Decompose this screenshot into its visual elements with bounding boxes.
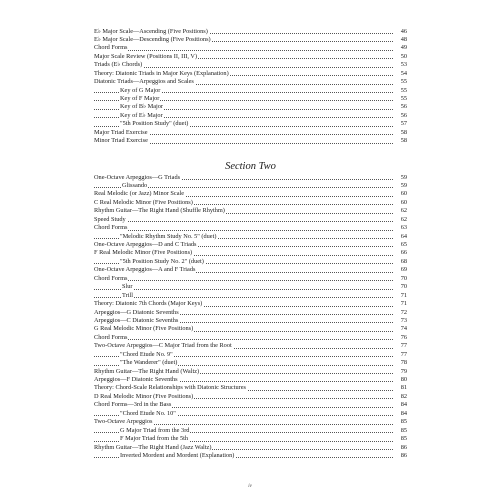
toc-entry-title: "Melodic Rhythm Study No. 5" (duet) xyxy=(120,232,217,240)
toc-entry-page: 60 xyxy=(400,198,407,206)
toc-entry[interactable] xyxy=(94,199,407,207)
toc-entry-page: 56 xyxy=(400,111,407,119)
toc-entry[interactable] xyxy=(94,258,407,266)
toc-entry-title: Theory: Diatonic 7th Chords (Major Keys) xyxy=(94,300,203,308)
toc-entry-title: Rhythm Guitar—The Right Hand (Shuffle Rhythm) xyxy=(94,207,225,215)
toc-entry[interactable] xyxy=(94,137,407,145)
toc-entry[interactable] xyxy=(94,241,407,249)
toc-entry-title: Rhythm Guitar—The Right Hand (Jazz Waltz) xyxy=(94,443,212,451)
toc-entry-page: 50 xyxy=(400,52,407,60)
toc-entry[interactable] xyxy=(94,384,407,392)
toc-entry-title: Key of B♭ Major xyxy=(120,103,164,111)
toc-entry-title: Glissando xyxy=(122,181,148,189)
toc-entry-title: Chord Forms xyxy=(94,333,128,341)
dot-leader xyxy=(94,221,393,222)
toc-entry-title: "Chord Etude No. 9" xyxy=(120,350,173,358)
toc-entry[interactable] xyxy=(94,103,407,111)
toc-entry[interactable] xyxy=(94,266,407,274)
dot-leader xyxy=(94,289,393,290)
dot-leader xyxy=(94,50,393,51)
toc-entry[interactable] xyxy=(94,182,407,190)
toc-entry-title: Inverted Mordent and Mordent (Explanation) xyxy=(120,451,235,459)
dot-leader xyxy=(94,230,393,231)
toc-entry[interactable] xyxy=(94,427,407,435)
toc-entry-title: E♭ Major Scale—Descending (Five Positions) xyxy=(94,35,211,43)
toc-entry-page: 84 xyxy=(400,409,407,417)
toc-entry-title: Speed Study xyxy=(94,215,126,223)
toc-entry[interactable] xyxy=(94,435,407,443)
toc-entry-title: Two-Octave Arpeggios—C Major Triad from the Root xyxy=(94,342,232,350)
toc-entry-page: 53 xyxy=(400,61,407,69)
toc-entry-page: 58 xyxy=(400,128,407,136)
toc-section-two xyxy=(94,174,407,461)
toc-entry[interactable] xyxy=(94,401,407,409)
toc-entry[interactable] xyxy=(94,309,407,317)
toc-entry-page: 68 xyxy=(400,257,407,265)
toc-entry[interactable] xyxy=(94,292,407,300)
toc-entry-title: Key of F Major xyxy=(120,95,160,102)
dot-leader xyxy=(94,297,393,298)
toc-entry[interactable] xyxy=(94,61,407,69)
toc-entry-title: One-Octave Arpeggios—A and F Triads xyxy=(94,266,196,274)
toc-entry-title: Key of G Major xyxy=(120,86,161,94)
toc-entry-title: D Real Melodic Minor (Five Positions) xyxy=(94,392,194,400)
toc-entry-page: 70 xyxy=(400,283,407,291)
toc-entry-page: 55 xyxy=(400,78,407,86)
toc-entry-page: 79 xyxy=(400,367,407,375)
toc-entry-page: 84 xyxy=(400,401,407,409)
toc-entry-title: Trill xyxy=(122,291,133,299)
toc-entry[interactable] xyxy=(94,283,407,291)
toc-entry-title: Diatonic Triads—Arpeggios and Scales xyxy=(94,78,194,86)
dot-leader xyxy=(94,339,393,340)
toc-entry-page: 71 xyxy=(400,300,407,308)
toc-entry-title: One-Octave Arpeggios—G Triads xyxy=(94,173,181,181)
toc-entry-page: 48 xyxy=(400,35,407,43)
toc-section-one xyxy=(94,28,407,146)
toc-entry-page: 65 xyxy=(400,241,407,248)
toc-entry-page: 77 xyxy=(400,342,407,350)
toc-entry[interactable] xyxy=(94,444,407,452)
toc-entry[interactable] xyxy=(94,410,407,418)
toc-entry-title: One-Octave Arpeggios—D and C Triads xyxy=(94,241,197,248)
toc-entry[interactable] xyxy=(94,70,407,78)
toc-entry[interactable] xyxy=(94,207,407,215)
toc-entry-title: Theory: Diatonic Triads in Major Keys (Explanation) xyxy=(94,69,229,77)
toc-entry-title: "Chord Etude No. 10" xyxy=(120,409,176,417)
toc-entry[interactable] xyxy=(94,452,407,460)
toc-entry-page: 86 xyxy=(400,443,407,451)
toc-entry[interactable] xyxy=(94,190,407,198)
toc-entry-page: 62 xyxy=(400,215,407,223)
toc-entry[interactable] xyxy=(94,174,407,182)
toc-entry-page: 59 xyxy=(400,173,407,181)
toc-entry[interactable] xyxy=(94,342,407,350)
toc-entry-page: 66 xyxy=(400,249,407,257)
toc-entry[interactable] xyxy=(94,129,407,137)
toc-entry-page: 70 xyxy=(400,274,407,282)
toc-entry[interactable] xyxy=(94,359,407,367)
toc-entry[interactable] xyxy=(94,224,407,232)
toc-entry-page: 85 xyxy=(400,435,407,443)
toc-entry-page: 73 xyxy=(400,316,407,324)
toc-entry-title: "The Wanderer" (duet) xyxy=(120,359,178,367)
toc-entry-title: Arpeggios—G Diatonic Sevenths xyxy=(94,308,179,316)
toc-entry-page: 46 xyxy=(400,27,407,35)
toc-entry[interactable] xyxy=(94,300,407,308)
toc-entry-page: 64 xyxy=(400,232,407,240)
toc-entry-title: "5th Position Study" (duet) xyxy=(120,120,189,128)
toc-entry-page: 49 xyxy=(400,44,407,52)
toc-entry-page: 69 xyxy=(400,266,407,274)
dot-leader xyxy=(94,280,393,281)
toc-entry-title: F Real Melodic Minor (Five Positions) xyxy=(94,249,193,257)
toc-entry-title: Chord Forms xyxy=(94,274,128,282)
toc-entry-page: 60 xyxy=(400,190,407,198)
toc-entry-title: C Real Melodic Minor (Five Positions) xyxy=(94,198,193,206)
toc-entry-title: Theory: Chord-Scale Relationships with Diatonic Structures xyxy=(94,384,246,392)
toc-entry-title: "5th Position Study No. 2" (duet) xyxy=(120,257,204,265)
toc-entry-title: F Major Triad from the 5th xyxy=(120,435,189,443)
toc-entry[interactable] xyxy=(94,376,407,384)
toc-entry[interactable] xyxy=(94,393,407,401)
toc-entry-title: Triads (E♭ Chords) xyxy=(94,61,143,69)
toc-entry-page: 86 xyxy=(400,451,407,459)
toc-entry-page: 85 xyxy=(400,426,407,434)
toc-entry[interactable] xyxy=(94,418,407,426)
toc-entry-title: Two-Octave Arpeggios xyxy=(94,418,153,426)
toc-entry[interactable] xyxy=(94,334,407,342)
toc-entry[interactable] xyxy=(94,368,407,376)
toc-entry-title: G Real Melodic Minor (Five Positions) xyxy=(94,325,194,333)
toc-entry[interactable] xyxy=(94,249,407,257)
toc-entry-title: Major Scale Review (Positions II, III, V) xyxy=(94,52,198,60)
toc-entry[interactable] xyxy=(94,325,407,333)
toc-entry-page: 80 xyxy=(400,376,407,383)
toc-entry-page: 82 xyxy=(400,392,407,400)
toc-entry[interactable] xyxy=(94,120,407,128)
toc-entry-page: 72 xyxy=(400,308,407,316)
toc-entry-title: Rhythm Guitar—The Right Hand (Waltz) xyxy=(94,367,200,375)
toc-entry-title: Chord Forms xyxy=(94,44,128,52)
page-number-footer: iv xyxy=(248,484,252,489)
toc-entry-title: G Major Triad from the 3rd xyxy=(120,426,190,434)
toc-entry-title: E♭ Major Scale—Ascending (Five Positions) xyxy=(94,27,208,35)
toc-entry-page: 55 xyxy=(400,95,407,102)
toc-entry-page: 63 xyxy=(400,224,407,232)
toc-entry-page: 62 xyxy=(400,207,407,215)
section-heading: Section Two xyxy=(225,161,276,172)
toc-entry-title: Minor Triad Exercise xyxy=(94,137,148,145)
toc-entry-page: 78 xyxy=(400,359,407,367)
toc-entry-page: 74 xyxy=(400,325,407,333)
toc-entry-page: 76 xyxy=(400,333,407,341)
toc-entry-page: 58 xyxy=(400,137,407,145)
toc-entry[interactable] xyxy=(94,275,407,283)
toc-entry[interactable] xyxy=(94,216,407,224)
toc-entry[interactable] xyxy=(94,87,407,95)
toc-entry[interactable] xyxy=(94,233,407,241)
toc-entry-page: 71 xyxy=(400,291,407,299)
toc-entry[interactable] xyxy=(94,28,407,36)
toc-entry-title: Key of E♭ Major xyxy=(120,111,163,119)
toc-entry-page: 55 xyxy=(400,86,407,94)
toc-entry-title: Chord Forms xyxy=(94,224,128,232)
toc-entry-page: 59 xyxy=(400,181,407,189)
toc-entry-title: Real Melodic (or Jazz) Minor Scale xyxy=(94,190,185,198)
toc-entry-page: 56 xyxy=(400,103,407,111)
toc-entry-title: Chord Forms—3rd in the Bass xyxy=(94,401,172,409)
toc-entry-title: Arpeggios—C Diatonic Sevenths xyxy=(94,316,179,324)
toc-entry-page: 85 xyxy=(400,418,407,426)
toc-entry-title: Arpeggios—F Diatonic Sevenths xyxy=(94,376,178,383)
toc-entry[interactable] xyxy=(94,351,407,359)
toc-entry-title: Major Triad Exercise xyxy=(94,128,148,136)
toc-entry[interactable] xyxy=(94,44,407,52)
toc-entry-page: 54 xyxy=(400,69,407,77)
toc-entry[interactable] xyxy=(94,317,407,325)
toc-entry-title: Slur xyxy=(122,283,133,291)
toc-entry[interactable] xyxy=(94,36,407,44)
toc-entry[interactable] xyxy=(94,53,407,61)
toc-entry[interactable] xyxy=(94,78,407,86)
toc-entry[interactable] xyxy=(94,95,407,103)
toc-entry-page: 81 xyxy=(400,384,407,392)
toc-entry-page: 77 xyxy=(400,350,407,358)
toc-entry[interactable] xyxy=(94,112,407,120)
toc-entry-page: 57 xyxy=(400,120,407,128)
